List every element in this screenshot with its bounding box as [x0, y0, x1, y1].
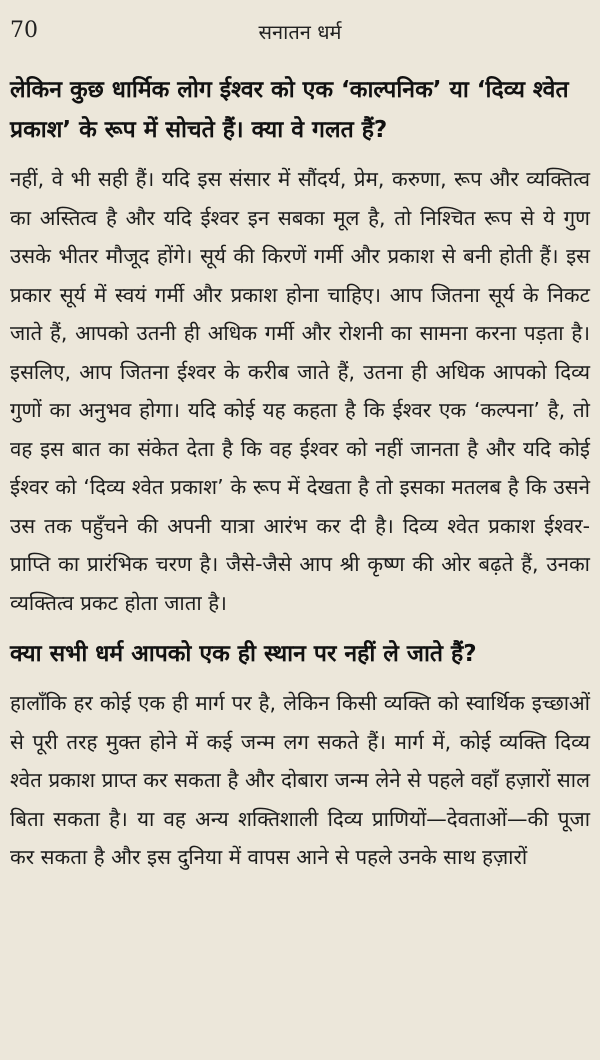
page-number: 70: [10, 18, 38, 43]
page-body: [10, 70, 590, 889]
answer-paragraph-2: हालाँकि हर कोई एक ही मार्ग पर है, लेकिन किसी व्यक्ति को स्वार्थिक इच्छाओं से पूरी तरह मुक्त होने में कई जन्म लग सकते हैं। मार्ग में, कोई व्यक्ति दिव्य श्वेत प्रकाश प्राप्त कर सकता है और दोबारा जन्म लेने से पहले वहाँ हज़ारों साल बिता सकता है। या वह अन्य शक्तिशाली दिव्य प्राणियों—देवताओं—की पूजा कर सकता है और इस दुनिया में वापस आने से पहले उनके साथ हज़ारों: [10, 691, 590, 869]
question-heading-2: क्या सभी धर्म आपको एक ही स्थान पर नहीं ले जाते हैं?: [10, 641, 477, 667]
page-header: [0, 18, 600, 48]
running-title: सनातन धर्म: [258, 20, 342, 44]
answer-paragraph-1: नहीं, वे भी सही हैं। यदि इस संसार में सौंदर्य, प्रेम, करुणा, रूप और व्यक्तित्व का अस्तित्व है और यदि ईश्वर इन सबका मूल है, तो निश्चित रूप से ये गुण उसके भीतर मौजूद होंगे। सूर्य की किरणें गर्मी और प्रकाश से बनी होती हैं। इस प्रकार सूर्य में स्वयं गर्मी और प्रकाश होना चाहिए। आप जितना सूर्य के निकट जाते हैं, आपको उतनी ही अधिक गर्मी और रोशनी का सामना करना पड़ता है। इसलिए, आप जितना ईश्वर के करीब जाते हैं, उतना ही अधिक आपको दिव्य गुणों का अनुभव होगा। यदि कोई यह कहता है कि ईश्वर एक ‘कल्पना’ है, तो वह इस बात का संकेत देता है कि वह ईश्वर को नहीं जानता है और यदि कोई ईश्वर को ‘दिव्य श्वेत प्रकाश’ के रूप में देखता है तो इसका मतलब है कि उसने उस तक पहुँचने की अपनी यात्रा आरंभ कर दी है। दिव्य श्वेत प्रकाश ईश्वर-प्राप्ति का प्रारंभिक चरण है। जैसे-जैसे आप श्री कृष्ण की ओर बढ़ते हैं, उनका व्यक्तित्व प्रकट होता जाता है।: [10, 167, 590, 615]
question-heading-1: लेकिन कुछ धार्मिक लोग ईश्वर को एक ‘काल्पनिक’ या ‘दिव्य श्वेत प्रकाश’ के रूप में सोचते हैं। क्या वे गलत हैं?: [10, 77, 569, 143]
